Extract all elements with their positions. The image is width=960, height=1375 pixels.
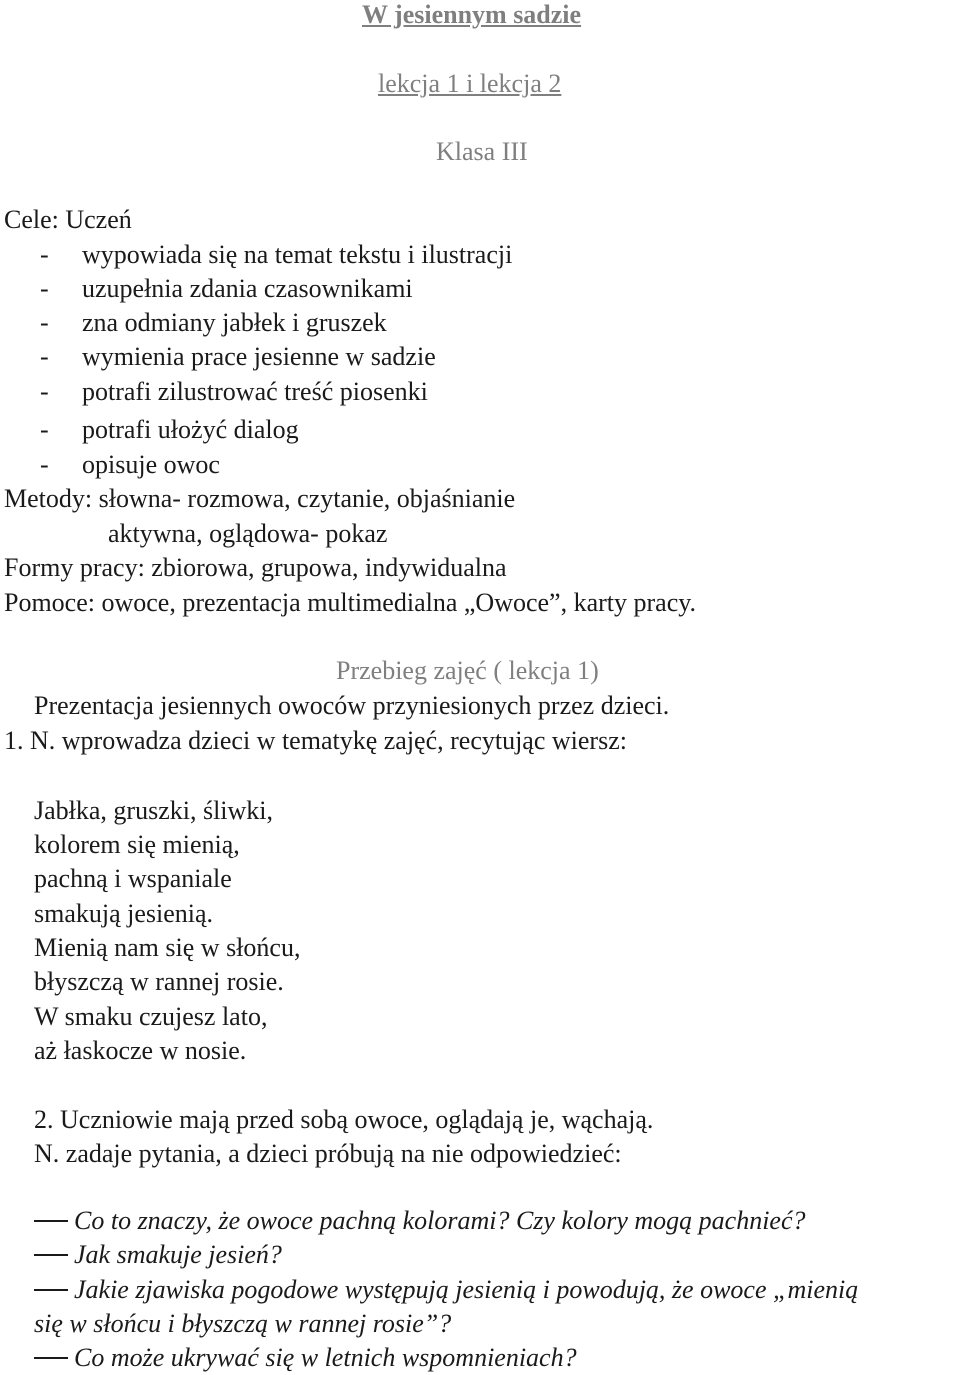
goal-item: - wypowiada się na temat tekstu i ilustracji	[40, 240, 513, 269]
question-item: Jak smakuje jesień?	[34, 1238, 282, 1272]
step-2-questions-intro: N. zadaje pytania, a dzieci próbują na nie odpowiedzieć:	[34, 1139, 622, 1168]
methods-line: Metody: słowna- rozmowa, czytanie, objaśnianie	[4, 484, 516, 513]
aids-line: Pomoce: owoce, prezentacja multimedialna „Owoce”, karty pracy.	[4, 588, 697, 617]
methods-line-continued: aktywna, oglądowa- pokaz	[108, 519, 388, 548]
step-2: 2. Uczniowie mają przed sobą owoce, oglądają je, wąchają.	[34, 1105, 654, 1134]
goal-item: - potrafi ułożyć dialog	[40, 415, 299, 444]
poem-line: pachną i wspaniale	[34, 864, 232, 893]
forms-line: Formy pracy: zbiorowa, grupowa, indywidualna	[4, 553, 507, 582]
goal-item: - opisuje owoc	[40, 450, 220, 479]
question-item: Co może ukrywać się w letnich wspomnieniach?	[34, 1341, 577, 1375]
goals-heading: Cele: Uczeń	[4, 205, 132, 234]
document-subtitle: lekcja 1 i lekcja 2	[378, 69, 562, 98]
poem-line: aż łaskocze w nosie.	[34, 1036, 247, 1065]
goal-item: - potrafi zilustrować treść piosenki	[40, 377, 428, 406]
presentation-line: Prezentacja jesiennych owoców przyniesionych przez dzieci.	[34, 691, 670, 720]
step-1: 1. N. wprowadza dzieci w tematykę zajęć, recytując wiersz:	[4, 726, 627, 755]
document-title: W jesiennym sadzie	[362, 0, 582, 29]
poem-line: W smaku czujesz lato,	[34, 1002, 268, 1031]
poem-line: kolorem się mienią,	[34, 830, 240, 859]
question-item-continued: się w słońcu i błyszczą w rannej rosie”?	[34, 1309, 452, 1338]
poem-line: Mienią nam się w słońcu,	[34, 933, 301, 962]
poem-line: błyszczą w rannej rosie.	[34, 967, 284, 996]
poem-line: Jabłka, gruszki, śliwki,	[34, 796, 274, 825]
question-item: Co to znaczy, że owoce pachną kolorami? Czy kolory mogą pachnieć?	[34, 1204, 806, 1238]
goal-item: - zna odmiany jabłek i gruszek	[40, 308, 387, 337]
course-heading: Przebieg zajęć ( lekcja 1)	[336, 656, 599, 685]
class-label: Klasa III	[436, 137, 528, 166]
poem-line: smakują jesienią.	[34, 899, 214, 928]
goal-item: - wymienia prace jesienne w sadzie	[40, 342, 436, 371]
goal-item: - uzupełnia zdania czasownikami	[40, 274, 413, 303]
question-item: Jakie zjawiska pogodowe występują jesienią i powodują, że owoce „mienią	[34, 1273, 858, 1307]
